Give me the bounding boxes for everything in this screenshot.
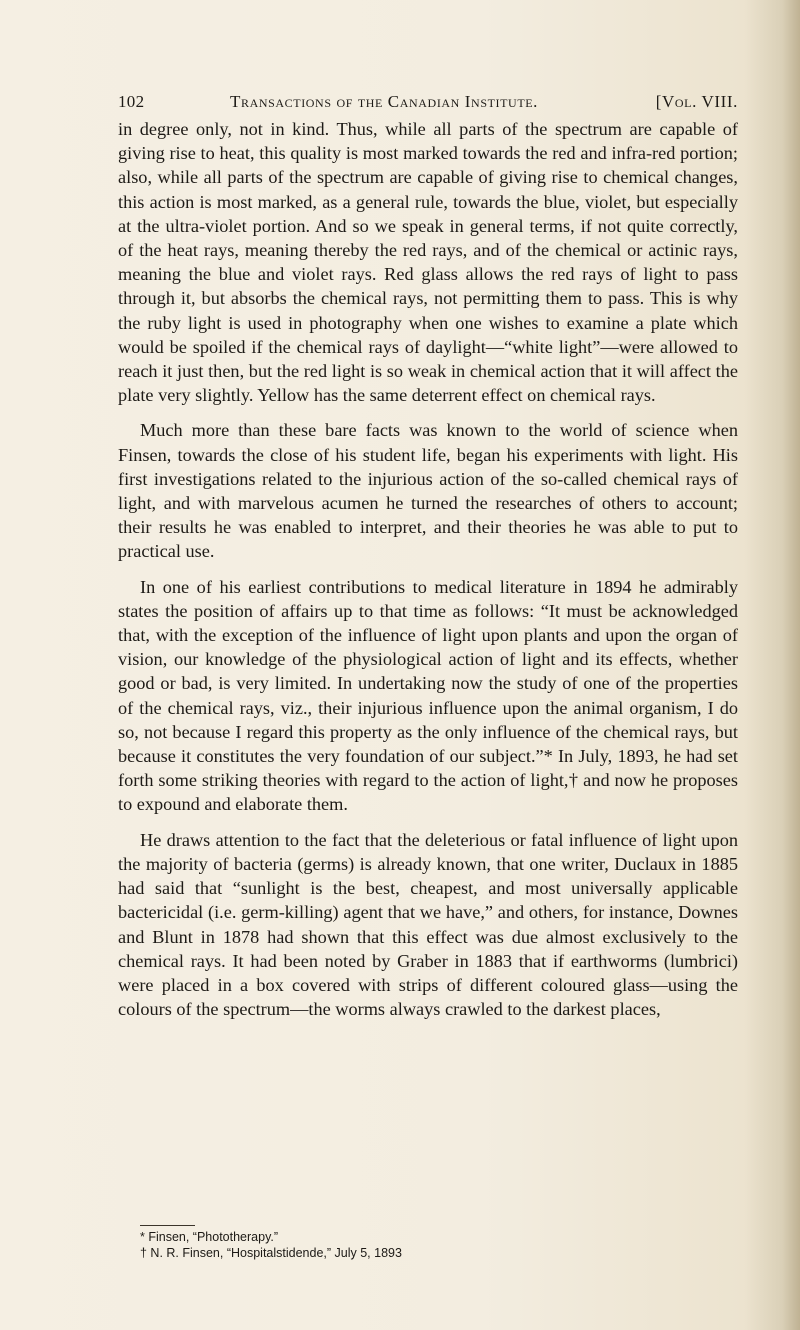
footnote-1: * Finsen, “Phototherapy.”	[140, 1230, 279, 1244]
volume-label: [Vol. VIII.	[655, 92, 738, 111]
body-text	[118, 117, 738, 1032]
paragraph-4: He draws attention to the fact that the deleterious or fatal influence of light upon the majority of bacteria (germs) is already known, that one writer, Duclaux in 1885 had said that “sunlight is the best, cheapest, and most universally applicable bactericidal (i.e. germ-killing) agent that we have,” and others, for instance, Downes and Blunt in 1878 had shown that this effect was due almost exclusively to the chemical rays. It had been noted by Graber in 1883 that if earthworms (lumbrici) were placed in a box covered with strips of different coloured glass—using the colours of the spectrum—the worms always crawled to the darkest places,	[118, 829, 738, 1020]
page-header	[118, 92, 738, 116]
paragraph-1: in degree only, not in kind. Thus, while all parts of the spectrum are capable of giving rise to heat, this quality is most marked towards the red and infra-red portion; also, while all parts of the spectrum are capable of giving rise to chemical changes, this action is most marked, as a general rule, towards the blue, violet, but especially at the ultra-violet portion. And so we speak in general terms, if not quite correctly, of the heat rays, meaning thereby the red rays, and of the chemical or actinic rays, meaning the blue and violet rays. Red glass allows the red rays of light to pass through it, but absorbs the chemical rays, not permitting them to pass. This is why the ruby light is used in photography when one wishes to examine a plate which would be spoiled if the chemical rays of daylight—“white light”—were allowed to reach it just then, but the red light is so weak in chemical action that it will affect the plate very slightly. Yellow has the same deterrent effect on chemical rays.	[118, 119, 738, 406]
footnote-2: † N. R. Finsen, “Hospitalstidende,” July 5, 1893	[140, 1246, 402, 1260]
page-number: 102	[118, 92, 145, 111]
running-title: Transactions of the Canadian Institute.	[230, 92, 539, 111]
footnote-rule	[140, 1225, 195, 1226]
footnotes	[140, 1229, 700, 1261]
paragraph-2: Much more than these bare facts was known to the world of science when Finsen, towards the close of his student life, began his experiments with light. His first investigations related to the injurious action of the so-called chemical rays of light, and with marvelous acumen he turned the researches of others to account; their results he was enabled to interpret, and their theories he was able to put to practical use.	[118, 420, 738, 562]
page-edge-shadow	[782, 0, 800, 1330]
paragraph-3: In one of his earliest contributions to medical literature in 1894 he admirably states the position of affairs up to that time as follows: “It must be acknowledged that, with the exception of the influence of light upon plants and upon the organ of vision, our knowledge of the physiological action of light and its effects, whether good or bad, is very limited. In undertaking now the study of one of the properties of the chemical rays, viz., their injurious influence upon the animal organism, I do so, not because I regard this property as the only influence of the chemical rays, but because it constitutes the very foundation of our subject.”* In July, 1893, he had set forth some striking theories with regard to the action of light,† and now he proposes to expound and elaborate them.	[118, 576, 738, 815]
